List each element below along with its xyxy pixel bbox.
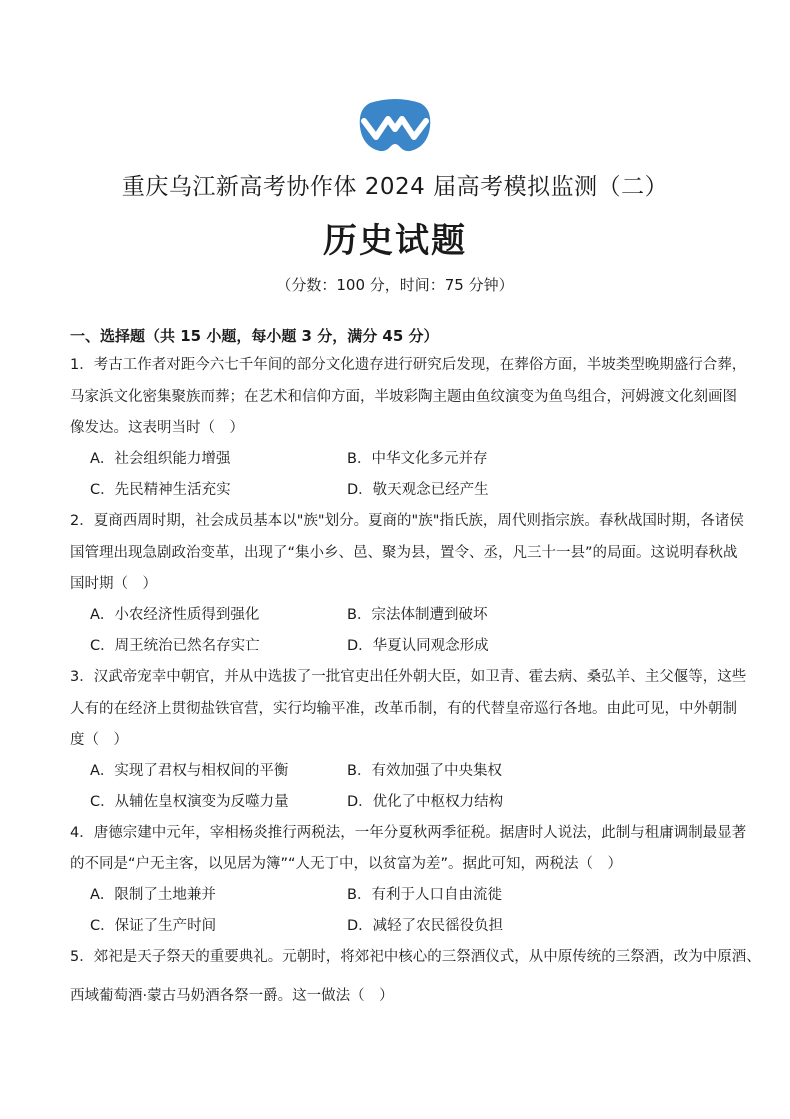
question-2-option-a: A．小农经济性质得到强化 (90, 607, 260, 623)
wave-logo-icon (356, 97, 434, 157)
question-3-line-1: 3．汉武帝宠幸中朝官，并从中选拔了一批官吏出任外朝大臣，如卫青、霍去病、桑弘羊、主父偃等，这些 (70, 669, 747, 685)
question-3-option-b: B．有效加强了中央集权 (347, 763, 502, 779)
question-4-option-d: D．减轻了农民徭役负担 (347, 918, 504, 934)
question-5-line-2: 西域葡萄酒·蒙古马奶酒各祭一爵。这一做法（ ） (70, 988, 394, 1004)
question-4-option-b: B．有利于人口自由流徙 (347, 887, 502, 903)
section-heading: 一、选择题（共 15 小题，每小题 3 分，满分 45 分） (70, 327, 439, 345)
question-3-line-3: 度（ ） (70, 732, 128, 748)
question-1-option-c: C．先民精神生活充实 (90, 482, 231, 498)
question-2-line-1: 2．夏商西周时期，社会成员基本以"族"划分。夏商的"族"指氏族，周代则指宗族。春秋战国时期，各诸侯 (70, 513, 744, 529)
question-2-line-2: 国管理出现急剧政治变革，出现了“集小乡、邑、聚为县，置令、丞，凡三十一县”的局面。这说明春秋战 (70, 545, 738, 561)
question-4-line-2: 的不同是“户无主客，以见居为簿”“人无丁中，以贫富为差”。据此可知，两税法（ ） (70, 856, 623, 872)
question-5-line-1: 5．郊祀是天子祭天的重要典礼。元朝时，将郊祀中核心的三祭酒仪式，从中原传统的三祭酒，改为中原酒、 (70, 949, 761, 965)
question-2-option-c: C．周王统治已然名存实亡 (90, 638, 260, 654)
question-3-line-2: 人有的在经济上贯彻盐铁官营，实行均输平准，改革币制，有的代替皇帝巡行各地。由此可见，中外朝制 (70, 701, 737, 717)
question-1-option-a: A．社会组织能力增强 (90, 451, 231, 467)
question-1-line-3: 像发达。这表明当时（ ） (70, 420, 244, 436)
exam-info: （分数：100 分，时间：75 分钟） (276, 276, 514, 294)
question-3-option-c: C．从辅佐皇权演变为反噬力量 (90, 794, 289, 810)
question-4-option-c: C．保证了生产时间 (90, 918, 217, 934)
question-2-line-3: 国时期（ ） (70, 576, 157, 592)
exam-header-title: 重庆乌江新高考协作体 2024 届高考模拟监测（二） (121, 174, 669, 200)
question-1-option-b: B．中华文化多元并存 (347, 451, 488, 467)
question-3-option-a: A．实现了君权与相权间的平衡 (90, 763, 289, 779)
question-2-option-b: B．宗法体制遭到破坏 (347, 607, 488, 623)
question-1-line-1: 1．考古工作者对距今六七千年间的部分文化遗存进行研究后发现，在葬俗方面，半坡类型晚期盛行合葬， (70, 357, 747, 373)
question-4-line-1: 4．唐德宗建中元年，宰相杨炎推行两税法，一年分夏秋两季征税。据唐时人说法，此制与租庸调制最显著 (70, 825, 747, 841)
question-3-option-d: D．优化了中枢权力结构 (347, 794, 504, 810)
question-4-option-a: A．限制了土地兼并 (90, 887, 216, 903)
subject-title: 历史试题 (323, 221, 467, 261)
question-1-line-2: 马家浜文化密集聚族而葬；在艺术和信仰方面，半坡彩陶主题由鱼纹演变为鱼鸟组合，河姆渡文化刻画图 (70, 389, 737, 405)
question-1-option-d: D．敬天观念已经产生 (347, 482, 489, 498)
question-2-option-d: D．华夏认同观念形成 (347, 638, 489, 654)
